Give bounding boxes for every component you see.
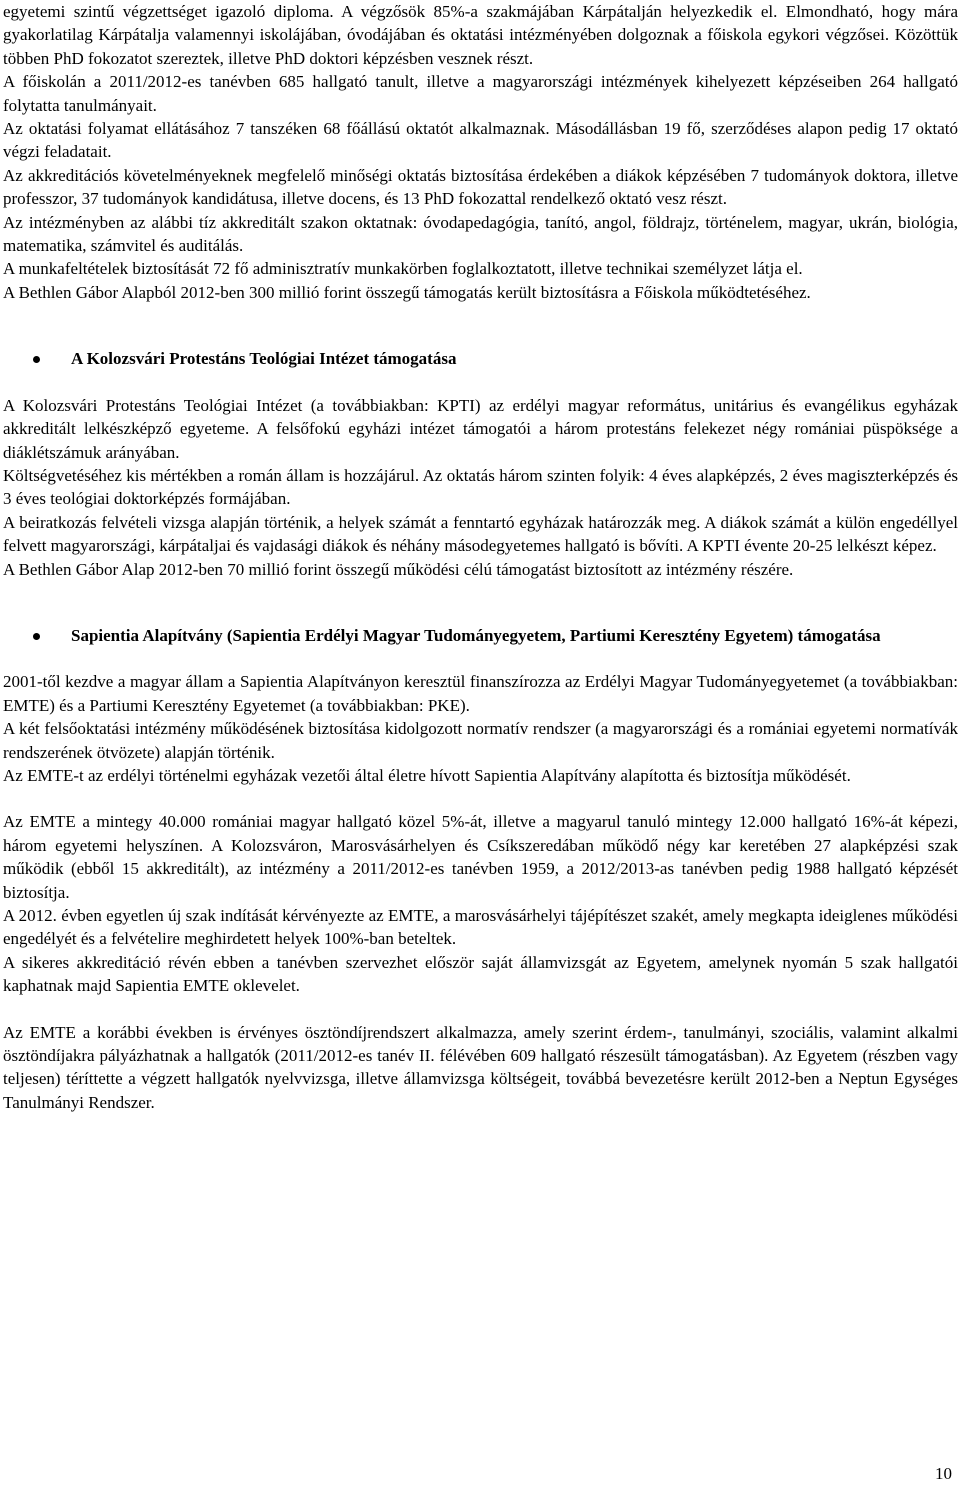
paragraph: A Bethlen Gábor Alapból 2012-ben 300 millió forint összegű támogatás került biztosításra a Főiskola működtetéséhez. [3, 282, 811, 302]
paragraph: Az EMTE a korábbi években is érvényes ösztöndíjrendszert alkalmazza, amely szerint érdem-, tanulmányi, szociális, valamint alkalmi ösztöndíjakra pályázhatnak a hallgatók (2011/2012-es tanév II. félévében 609 hallgató részesült támogatásban). Az Egyetem (részben vagy teljesen) téríttette a végzett hallgatók nyelvvizsga, illetve államvizsga költségeit, továbbá bevezetésre került 2012-ben a Neptun Egységes Tanulmányi Rendszer. [3, 1022, 958, 1112]
paragraph: A két felsőoktatási intézmény működésének biztosítása kidolgozott normatív rendszer (a magyarországi és a romániai egyetemi normatívák rendszerének ötvözete) alapján történik. [3, 719, 958, 762]
paragraph: A beiratkozás felvételi vizsga alapján történik, a helyek számát a fenntartó egyházak határozzák meg. A diákok számát a külön engedéllyel felvett magyarországi, kárpátaljai és vajdasági diákok és néhány másodegyetemes hallgató is bővíti. A KPTI évente 20-25 lelkészt képez. [3, 512, 958, 556]
paragraph: A munkafeltételek biztosítását 72 fő adminisztratív munkakörben foglalkoztatott, illetve technikai személyzet látja el. [3, 259, 803, 279]
paragraph: A 2012. évben egyetlen új szak indítását kérvényezte az EMTE, a marosvásárhelyi tájépítészet szakét, amely megkapta ideiglenes működési engedélyét és a felvételire meghirdetett helyek 100%-ban beteltek. [3, 906, 958, 949]
paragraph: A Kolozsvári Protestáns Teológiai Intézet (a továbbiakban: KPTI) az erdélyi magyar református, unitárius és evangélikus egyházak akkreditált lelkészképző egyeteme. A felsőfokú egyházi intézet támogatói a három protestáns felekezet négy romániai püspöksége a diáklétszámuk arányában. [3, 395, 958, 462]
page-number: 10 [935, 1464, 952, 1483]
bullet-icon [33, 633, 40, 640]
section-heading-kpti [3, 347, 958, 370]
paragraph: Az akkreditációs követelményeknek megfelelő minőségi oktatás biztosítása érdekében a diákok képzésében 7 tudományok doktora, illetve professzor, 37 tudományok kandidátusa, illetve docens, és 13 PhD fokozattal rendelkező oktató vesz részt. [3, 165, 958, 209]
paragraph: A sikeres akkreditáció révén ebben a tanévben szervezhet először saját államvizsgát az Egyetem, amelynek nyomán 5 szak hallgatói kaphatnak majd Sapientia EMTE oklevelet. [3, 952, 958, 996]
bullet-icon [33, 356, 40, 363]
paragraph: 2001-től kezdve a magyar állam a Sapientia Alapítványon keresztül finanszírozza az Erdélyi Magyar Tudományegyetemet (a továbbiakban: EMTE) és a Partiumi Keresztény Egyetemet (a továbbiakban: PKE). [3, 672, 958, 715]
page-content [3, 0, 958, 1114]
section-heading-sapientia [3, 624, 958, 647]
paragraph: Az intézményben az alábbi tíz akkreditált szakon oktatnak: óvodapedagógia, tanító, angol, földrajz, történelem, magyar, ukrán, biológia, matematika, számvitel és auditálás. [3, 212, 958, 256]
paragraph: A főiskolán a 2011/2012-es tanévben 685 hallgató tanult, illetve a magyarországi intézmények kihelyezett képzéseiben 264 hallgató folytatta tanulmányait. [3, 72, 958, 115]
paragraph: Az EMTE-t az erdélyi történelmi egyházak vezetői által életre hívott Sapientia Alapítvány alapította és biztosítja működését. [3, 765, 851, 785]
paragraph: Az EMTE a mintegy 40.000 romániai magyar hallgató közel 5%-át, illetve a magyarul tanuló mintegy 12.000 hallgató 16%-át képezi, három egyetemi helyszínen. A Kolozsváron, Marosvásárhelyen és Csíkszeredában működő négy kar keretében 27 alapképzési szak működik (ebből 15 akkreditált), az intézmény a 2011/2012-es tanévben 1959, a 2012/2013-as tanévben pedig 1988 hallgató képzését biztosítja. [3, 812, 958, 902]
paragraph: egyetemi szintű végzettséget igazoló diploma. A végzősök 85%-a szakmájában Kárpátalján helyezkedik el. Elmondható, hogy mára gyakorlatilag Kárpátalja valamennyi iskolájában, óvodájában és oktatási intézményében dolgoznak a főiskola egykori végzősei. Közöttük többen PhD fokozatot szereztek, illetve PhD doktori képzésben vesznek részt. [3, 2, 958, 68]
section-heading-text: A Kolozsvári Protestáns Teológiai Intézet támogatása [71, 349, 457, 369]
paragraph: Az oktatási folyamat ellátásához 7 tanszéken 68 főállású oktatót alkalmaznak. Másodállásban 19 fő, szerződéses alapon pedig 17 oktató végzi feladatait. [3, 119, 958, 162]
paragraph: A Bethlen Gábor Alap 2012-ben 70 millió forint összegű működési célú támogatást biztosított az intézmény részére. [3, 559, 794, 579]
paragraph: Költségvetéséhez kis mértékben a román állam is hozzájárul. Az oktatás három szinten folyik: 4 éves alapképzés, 2 éves magiszterképzés és 3 éves teológiai doktorképzés formájában. [3, 465, 958, 509]
section-heading-text: Sapientia Alapítvány (Sapientia Erdélyi Magyar Tudományegyetem, Partiumi Keresztény Egyetem) támogatása [71, 625, 881, 645]
